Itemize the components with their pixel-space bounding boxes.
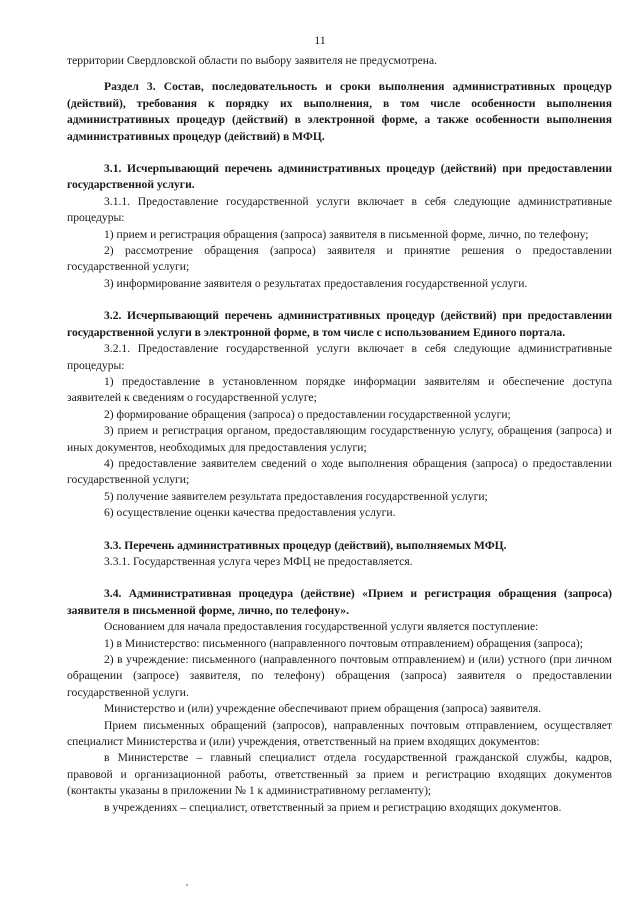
paragraph: в учреждениях – специалист, ответственный за прием и регистрацию входящих документов.	[104, 800, 562, 814]
page-number: 11	[314, 33, 326, 47]
subsection-3-1-heading: 3.1. Исчерпывающий перечень административных процедур (действий) при предоставлении государственной услуги.	[67, 162, 612, 192]
subsection-3-1-intro: 3.1.1. Предоставление государственной услуги включает в себя следующие административные процедуры:	[67, 194, 612, 225]
list-item: 1) прием и регистрация обращения (запроса) заявителя в письменной форме, лично, по телефону;	[104, 227, 589, 241]
paragraph: 1) в Министерство: письменного (направленного почтовым отправлением) обращения (запроса);	[104, 636, 583, 650]
list-item: 4) предоставление заявителем сведений о ходе выполнения обращения (запроса) о предоставлении государственной услуги;	[67, 456, 612, 487]
list-item: 2) рассмотрение обращения (запроса) заявителя и принятие решения о предоставлении государственной услуги;	[67, 244, 612, 274]
document-body	[67, 53, 612, 816]
intro-line: территории Свердловской области по выбору заявителя не предусмотрена.	[67, 54, 438, 67]
list-item: 5) получение заявителем результата предоставления государственной услуги;	[104, 489, 488, 503]
paragraph: в Министерстве – главный специалист отдела государственной гражданской службы, кадров, правовой и организационной работы, ответственный за прием и регистрацию входящих документов (контакты указаны в приложении № 1 к административному регламенту);	[67, 751, 612, 798]
paragraph: Основанием для начала предоставления государственной услуги является поступление:	[104, 620, 539, 634]
list-item: 6) осуществление оценки качества предоставления услуги.	[104, 506, 396, 520]
subsection-3-2-intro: 3.2.1. Предоставление государственной услуги включает в себя следующие административные процедуры:	[67, 342, 612, 372]
subsection-3-3-heading: 3.3. Перечень административных процедур (действий), выполняемых МФЦ.	[104, 538, 507, 552]
subsection-3-3-text: 3.3.1. Государственная услуга через МФЦ не предоставляется.	[104, 554, 413, 568]
subsection-3-4-heading: 3.4. Административная процедура (действие) «Прием и регистрация обращения (запроса) заявителя в письменной форме, лично, по телефону».	[67, 587, 612, 617]
scan-speck	[186, 884, 188, 886]
section-3-heading: Раздел 3. Состав, последовательность и сроки выполнения административных процедур (действий), требования к порядку их выполнения, в том числе особенности выполнения административных процедур (действий) в электронной форме, а также особенности выполнения административных процедур (действий) в МФЦ.	[67, 80, 612, 143]
subsection-3-2-heading: 3.2. Исчерпывающий перечень административных процедур (действий) при предоставлении государственной услуги в электронной форме, в том числе с использованием Единого портала.	[67, 309, 612, 339]
list-item: 1) предоставление в установленном порядке информации заявителям и обеспечение доступа заявителей к сведениям о государственной услуге;	[67, 374, 612, 405]
list-item: 2) формирование обращения (запроса) о предоставлении государственной услуги;	[104, 407, 511, 421]
paragraph: Министерство и (или) учреждение обеспечивают прием обращения (запроса) заявителя.	[104, 702, 542, 716]
paragraph: 2) в учреждение: письменного (направленного почтовым отправлением) и (или) устного (при личном обращении (запросе) заявителя, по телефону) обращения (запроса) заявителя о предоставлении государственной услуги.	[67, 653, 612, 699]
list-item: 3) информирование заявителя о результатах предоставления государственной услуги.	[104, 276, 528, 290]
paragraph: Прием письменных обращений (запросов), направленных почтовым отправлением, осуществляет специалист Министерства и (или) учреждения, ответственный на прием входящих документов:	[67, 718, 612, 749]
list-item: 3) прием и регистрация органом, предоставляющим государственную услугу, обращения (запроса) и иных документов, необходимых для предоставления услуги;	[67, 424, 612, 454]
